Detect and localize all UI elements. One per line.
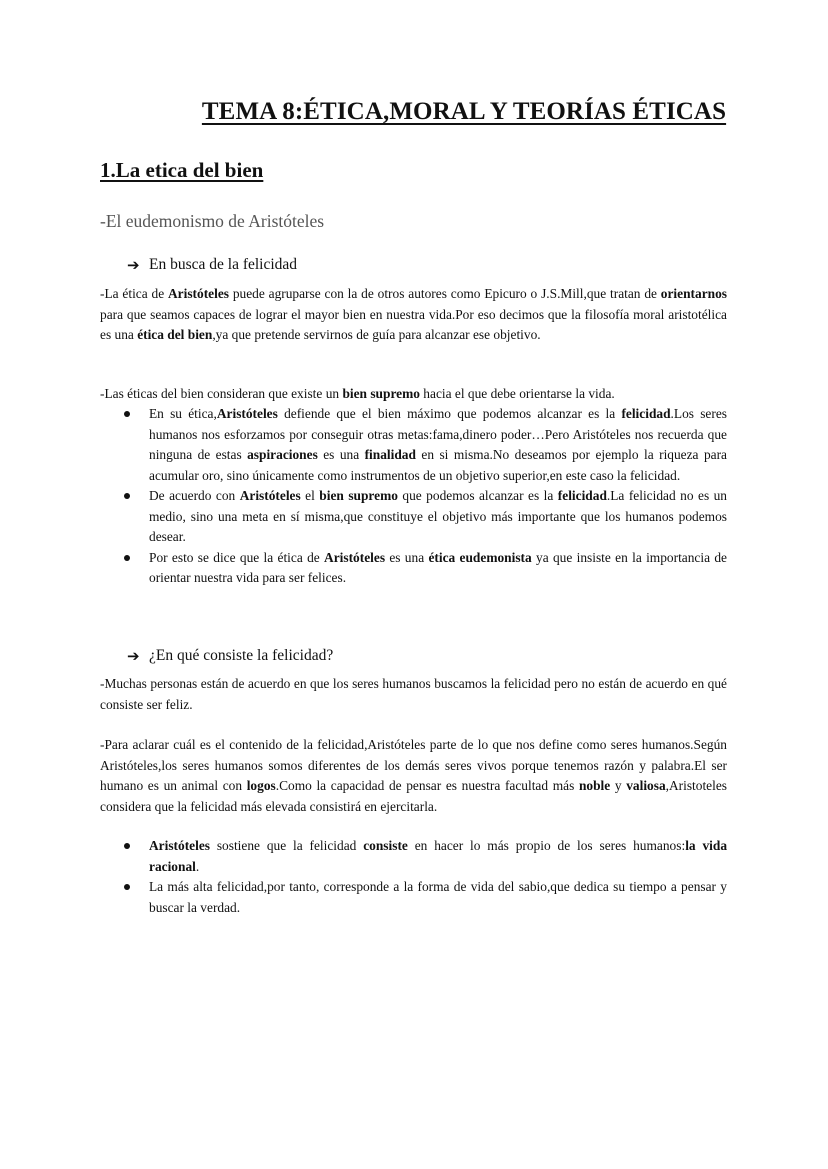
section-heading: 1.La etica del bien <box>100 158 264 182</box>
bold-text: Aristóteles <box>324 549 386 565</box>
list-item <box>100 877 727 918</box>
bold-text: Aristóteles <box>149 838 210 853</box>
text-run: .Los seres humanos nos esforzamos por conseguir otras metas:fama,dinero poder…Pero Aristóteles nos recuerda que ninguna de estas <box>149 406 727 462</box>
text-run: ,Aristoteles considera que la felicidad más elevada consistirá en ejercitarla. <box>100 778 728 814</box>
text-run: sostiene que la felicidad <box>209 838 364 853</box>
arrow-right-icon: ➔ <box>127 256 140 274</box>
bold-text: logos <box>246 778 276 793</box>
text-run: .La felicidad no es un medio, sino una meta en sí misma,que constituye el objetivo más importante que los humanos podemos desear. <box>149 488 728 544</box>
text-run: el <box>300 488 320 503</box>
text-run: defiende que el bien máximo que podemos alcanzar es la <box>277 406 622 421</box>
topic-heading-busca-felicidad <box>127 256 297 274</box>
topic-heading-en-que-consiste <box>127 647 333 665</box>
bullet-list <box>100 836 727 918</box>
list-item <box>100 486 727 548</box>
bold-text: felicidad <box>557 488 607 503</box>
text-run: para que seamos capaces de lograr el mayor bien en nuestra vida.Por eso decimos que la filosofía moral aristotélica es una <box>100 306 727 342</box>
bullet-icon <box>124 843 130 849</box>
bullet-list <box>100 404 727 589</box>
bold-text: valiosa <box>626 778 666 793</box>
text-run: ya que insiste en la importancia de orientar nuestra vida para ser felices. <box>149 549 727 585</box>
text-run: y <box>610 778 627 793</box>
text-run: -Las éticas del bien consideran que existe un <box>100 386 343 401</box>
text-run: en si misma.No deseamos por ejemplo la riqueza para acumular oro, sino únicamente como instrumentos de un objetivo superior,en este caso la felicidad. <box>149 447 727 483</box>
bullet-icon <box>124 884 130 890</box>
bold-text: la vida racional <box>149 838 728 874</box>
bold-text: Aristóteles <box>216 406 278 421</box>
text-run: -Para aclarar cuál es el contenido de la felicidad,Aristóteles parte de lo que nos define como seres humanos.Según Aristóteles,los seres humanos somos diferentes de los demás seres vivos porque tenemos razón y palabra.El ser humano es un animal con <box>100 737 727 793</box>
paragraph <box>100 284 727 346</box>
text-run: -La ética de <box>100 286 168 301</box>
list-item <box>100 548 727 589</box>
bold-text: aspiraciones <box>247 447 318 462</box>
text-run: Por esto se dice que la ética de <box>149 549 325 565</box>
text-run: hacia el que debe orientarse la vida. <box>419 386 615 401</box>
text-run: . <box>195 858 200 874</box>
text-run: es una <box>385 549 429 565</box>
text-run: En su ética, <box>149 406 217 421</box>
text-run: es una <box>317 447 365 462</box>
bullet-icon <box>124 411 130 417</box>
topic-heading-label: ¿En qué consiste la felicidad? <box>149 647 334 664</box>
text-run: que podemos alcanzar es la <box>397 488 558 503</box>
text-run: La más alta felicidad,por tanto, corresponde a la forma de vida del sabio,que dedica su tiempo a pensar y buscar la verdad. <box>149 879 727 915</box>
text-run: -Muchas personas están de acuerdo en que los seres humanos buscamos la felicidad pero no están de acuerdo en qué consiste ser feliz. <box>100 676 727 712</box>
bold-text: Aristóteles <box>239 488 301 503</box>
list-item-text <box>149 550 727 586</box>
list-item <box>100 836 727 877</box>
bold-text: ética del bien <box>137 327 213 342</box>
bold-text: bien supremo <box>342 386 420 401</box>
text-run: De acuerdo con <box>149 488 240 503</box>
list-item-text <box>149 406 727 483</box>
bold-text: orientarnos <box>660 286 727 301</box>
topic-heading-label: En busca de la felicidad <box>149 256 298 273</box>
list-item-text <box>149 879 727 915</box>
text-run: puede agruparse con la de otros autores como Epicuro o J.S.Mill,que tratan de <box>228 286 661 301</box>
page-title: TEMA 8:ÉTICA,MORAL Y TEORÍAS ÉTICAS <box>201 98 727 125</box>
bullet-icon <box>124 555 130 561</box>
text-run: en hacer lo más propio de los seres humanos: <box>407 838 686 853</box>
bold-text: consiste <box>363 838 408 853</box>
bold-text: bien supremo <box>319 488 398 503</box>
bold-text: Aristóteles <box>168 286 229 301</box>
text-run: .Como la capacidad de pensar es nuestra facultad más <box>275 778 579 793</box>
list-item-text <box>149 838 727 874</box>
bullet-icon <box>124 493 130 499</box>
list-item <box>100 404 727 486</box>
subsection-heading: -El eudemonismo de Aristóteles <box>100 211 325 231</box>
list-item-text <box>149 488 727 544</box>
bold-text: finalidad <box>364 447 416 462</box>
bold-text: noble <box>578 778 611 793</box>
bold-text: ética eudemonista <box>428 549 532 565</box>
arrow-right-icon: ➔ <box>127 647 140 665</box>
paragraph <box>100 384 727 405</box>
bold-text: felicidad <box>621 406 671 421</box>
paragraph <box>100 674 727 715</box>
paragraph <box>100 735 727 817</box>
text-run: ,ya que pretende servirnos de guía para alcanzar ese objetivo. <box>212 327 541 342</box>
